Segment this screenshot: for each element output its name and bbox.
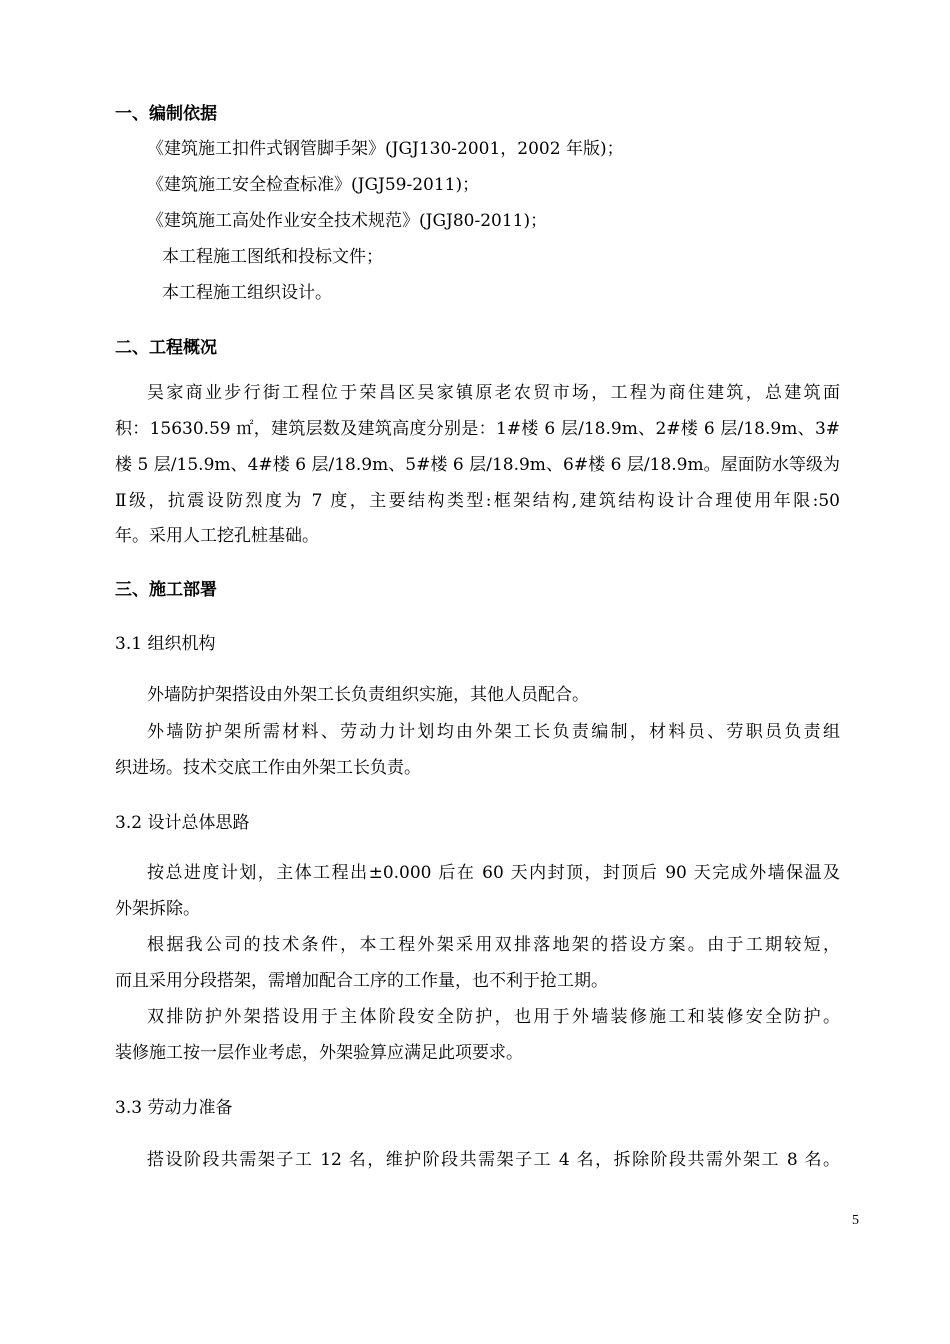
subsection-3-2-heading: 3.2 设计总体思路	[115, 813, 250, 833]
organization-line: 织进场。技术交底工作由外架工长负责。	[115, 758, 421, 778]
reference-item: 《建筑施工高处作业安全技术规范》(JGJ80-2011)；	[147, 211, 548, 231]
design-line: 按总进度计划，主体工程出±0.000 后在 60 天内封顶，封顶后 90 天完成外墙保温及	[147, 863, 840, 883]
overview-line: 吴家商业步行街工程位于荣昌区吴家镇原老农贸市场，工程为商住建筑，总建筑面	[147, 383, 840, 403]
subsection-3-3-heading: 3.3 劳动力准备	[115, 1098, 233, 1118]
section-3-heading: 三、施工部署	[115, 580, 217, 600]
overview-line: Ⅱ级，抗震设防烈度为 7 度，主要结构类型:框架结构,建筑结构设计合理使用年限:50	[115, 491, 840, 511]
section-2-heading: 二、工程概况	[115, 338, 217, 358]
design-line: 双排防护外架搭设用于主体阶段安全防护，也用于外墙装修施工和装修安全防护。	[147, 1007, 840, 1027]
design-line: 外架拆除。	[115, 899, 200, 919]
design-line: 根据我公司的技术条件，本工程外架采用双排落地架的搭设方案。由于工期较短，	[147, 935, 840, 955]
organization-line: 外墙防护架搭设由外架工长负责组织实施，其他人员配合。	[147, 685, 589, 705]
reference-item: 本工程施工组织设计。	[162, 283, 332, 303]
overview-line: 楼 5 层/15.9m、4#楼 6 层/18.9m、5#楼 6 层/18.9m、6#楼 6 层/18.9m。屋面防水等级为	[115, 455, 840, 475]
page-number: 5	[852, 1213, 859, 1228]
subsection-3-1-heading: 3.1 组织机构	[115, 634, 216, 654]
section-1-heading: 一、编制依据	[115, 104, 217, 124]
design-line: 而且采用分段搭架，需增加配合工序的工作量，也不利于抢工期。	[115, 971, 608, 991]
organization-line: 外墙防护架所需材料、劳动力计划均由外架工长负责编制，材料员、劳职员负责组	[147, 722, 840, 742]
reference-item: 《建筑施工安全检查标准》(JGJ59-2011)；	[147, 175, 480, 195]
overview-line: 积：15630.59 ㎡，建筑层数及建筑高度分别是：1#楼 6 层/18.9m、2#楼 6 层/18.9m、3#	[115, 419, 840, 439]
reference-item: 《建筑施工扣件式钢管脚手架》(JGJ130-2001，2002 年版)；	[147, 139, 624, 159]
reference-item: 本工程施工图纸和投标文件；	[162, 247, 383, 267]
overview-line: 年。采用人工挖孔桩基础。	[115, 526, 319, 546]
design-line: 装修施工按一层作业考虑，外架验算应满足此项要求。	[115, 1043, 523, 1063]
labor-line: 搭设阶段共需架子工 12 名，维护阶段共需架子工 4 名，拆除阶段共需外架工 8 名。	[147, 1150, 840, 1170]
